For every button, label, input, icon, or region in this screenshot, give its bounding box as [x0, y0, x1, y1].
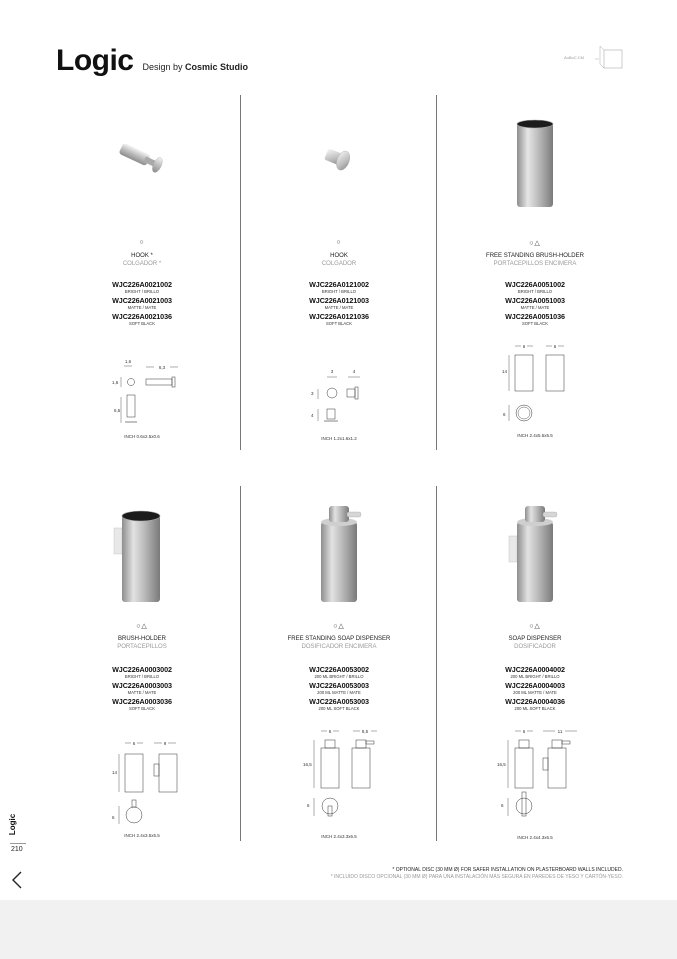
- finish-label: MATTE / MATE: [324, 305, 354, 310]
- product-name-es: DOSIFICADOR: [514, 644, 556, 650]
- product-name-es: COLGADOR: [321, 261, 357, 267]
- product-name-en: FREE STANDING SOAP DISPENSER: [287, 636, 391, 642]
- scale-label: AuBoC.CM: [564, 55, 585, 60]
- product-code: WJC226A0053003: [309, 681, 369, 690]
- dim-b: 9: [163, 741, 167, 746]
- product-code: WJC226A0051002: [505, 280, 565, 289]
- product-name-es: DOSIFICADOR ENCIMERA: [301, 644, 377, 650]
- page-title: Logic: [56, 44, 134, 77]
- product-code: WJC226A0121036: [309, 312, 369, 321]
- code-list: [437, 281, 633, 329]
- product-name-en: BRUSH-HOLDER: [117, 636, 166, 642]
- code-list: [44, 666, 240, 714]
- product-code: WJC226A0004036: [505, 697, 565, 706]
- product-card-free-standing-soap-dispenser: [241, 486, 437, 846]
- page-number: 210: [11, 846, 23, 853]
- finish-label: 200 ML SOFT BLACK: [514, 706, 556, 711]
- product-card-hook: [241, 95, 437, 455]
- product-card-free-standing-brush-holder: [437, 95, 633, 455]
- dim-c: 14: [502, 369, 508, 374]
- hook-disc-image: [44, 115, 240, 235]
- product-code: WJC226A0003002: [112, 665, 172, 674]
- dim-d: 6: [503, 412, 506, 417]
- dim-c: 16,5: [303, 762, 312, 767]
- inch-dimensions: INCH 2.4x5.5x5.5: [517, 433, 553, 438]
- footnote: [331, 867, 623, 880]
- hook-image: [241, 115, 437, 235]
- dimension-drawing: [44, 355, 240, 455]
- finish-icons: ○△: [529, 240, 541, 247]
- dim-a: 6: [132, 741, 136, 746]
- product-code: WJC226A0003036: [112, 697, 172, 706]
- inch-dimensions: INCH 0.6x2.5x0.6: [124, 434, 160, 439]
- scale-indicator: [564, 44, 626, 74]
- product-code: WJC226A0051003: [505, 296, 565, 305]
- product-card-brush-holder: [44, 486, 240, 846]
- code-list: [44, 281, 240, 329]
- inch-dimensions: INCH 1.2x1.6x1.2: [321, 436, 357, 441]
- product-name-es: PORTACEPILLOS: [117, 644, 167, 650]
- finish-icons: ○: [336, 239, 342, 246]
- sidebar-divider: [10, 843, 26, 844]
- dim-a: 6: [522, 729, 526, 734]
- product-code: WJC226A0003003: [112, 681, 172, 690]
- dim-b: 11: [557, 729, 563, 734]
- dim-b: 8,5: [361, 729, 369, 734]
- cube-scale-icon: [564, 44, 626, 74]
- finish-label: 200 ML BRIGHT / BRILLO: [510, 674, 560, 679]
- dim-b: 6: [553, 344, 557, 349]
- dimension-drawing: [241, 726, 437, 826]
- designer-name: Cosmic Studio: [185, 62, 249, 72]
- sidebar-label: [6, 810, 30, 840]
- dim-c: 14: [112, 770, 118, 775]
- product-code: WJC226A0021003: [112, 296, 172, 305]
- designer-credit: [143, 62, 249, 72]
- finish-label: MATTE / MATE: [127, 690, 157, 695]
- viewer-bottom-band: [0, 900, 677, 959]
- footnote-en: * OPTIONAL DISC (30 MM Ø) FOR SAFER INSTALLATION ON PLASTERBOARD WALLS INCLUDED.: [392, 867, 623, 873]
- product-name-es: COLGADOR *: [122, 261, 162, 267]
- product-code: WJC226A0021002: [112, 280, 172, 289]
- product-name-en: HOOK: [330, 253, 348, 259]
- dimension-drawing: [44, 738, 240, 838]
- finish-label: SOFT BLACK: [129, 321, 155, 326]
- product-name-es: PORTACEPILLOS ENCIMERA: [493, 261, 577, 267]
- soap-dispenser-image: [241, 500, 437, 620]
- finish-label: BRIGHT / BRILLO: [124, 674, 160, 679]
- inch-dimensions: INCH 2.4x3.5x5.5: [124, 833, 160, 838]
- dim-d: 6: [501, 803, 504, 808]
- product-card-hook-disc: [44, 95, 240, 455]
- inch-dimensions: INCH 2.4x3.3x6.5: [321, 834, 357, 839]
- brush-holder-image: [437, 115, 633, 235]
- finish-label: SOFT BLACK: [522, 321, 548, 326]
- dimension-drawing: [241, 365, 437, 465]
- dim-d: 6: [112, 815, 115, 820]
- dim-a: 6: [328, 729, 332, 734]
- product-card-soap-dispenser: [437, 486, 633, 846]
- finish-icons: ○△: [136, 623, 148, 630]
- dim-d: 4: [311, 413, 314, 418]
- footnote-es: * INCLUIDO DISCO OPCIONAL (30 MM Ø) PARA UNA INSTALACIÓN MÁS SEGURA EN PAREDES DE YESO Y CARTÓN-YESO.: [330, 874, 623, 880]
- code-list: [241, 281, 437, 329]
- finish-icons: ○△: [333, 623, 345, 630]
- dim-c: 1,6: [112, 380, 119, 385]
- product-name-en: FREE STANDING BRUSH-HOLDER: [486, 253, 584, 259]
- dim-b: 6,3: [158, 365, 166, 370]
- finish-label: SOFT BLACK: [326, 321, 352, 326]
- dim-d: 6,5: [114, 408, 121, 413]
- code-list: [437, 666, 633, 714]
- chevron-left-icon[interactable]: [10, 870, 24, 890]
- finish-label: BRIGHT / BRILLO: [517, 289, 553, 294]
- sidebar-collection-label: Logic: [8, 813, 18, 836]
- design-by-prefix: Design by: [142, 62, 183, 72]
- dim-c: 16,5: [497, 762, 506, 767]
- product-code: WJC226A0004003: [505, 681, 565, 690]
- dimension-drawing: [437, 341, 633, 441]
- finish-label: BRIGHT / BRILLO: [321, 289, 357, 294]
- finish-label: 200 ML MATTE / MATE: [317, 690, 361, 695]
- product-code: WJC226A0004002: [505, 665, 565, 674]
- product-code: WJC226A0053002: [309, 665, 369, 674]
- dim-a: 3: [330, 369, 334, 374]
- dim-b: 4: [352, 369, 356, 374]
- finish-label: BRIGHT / BRILLO: [124, 289, 160, 294]
- inch-dimensions: INCH 2.4x4.3x6.5: [517, 835, 553, 840]
- finish-label: 200 ML SOFT BLACK: [318, 706, 360, 711]
- product-code: WJC226A0051036: [505, 312, 565, 321]
- dim-d: 6: [307, 803, 310, 808]
- wall-soap-dispenser-image: [437, 500, 633, 620]
- dim-c: 3: [311, 391, 314, 396]
- product-code: WJC226A0053003: [309, 697, 369, 706]
- dim-a: 6: [522, 344, 526, 349]
- product-name-en: HOOK *: [131, 253, 153, 259]
- dim-a: 1,6: [124, 359, 132, 364]
- code-list: [241, 666, 437, 714]
- dimension-drawing: [437, 726, 633, 826]
- finish-label: MATTE / MATE: [127, 305, 157, 310]
- finish-icons: ○△: [529, 623, 541, 630]
- finish-icons: ○: [139, 239, 145, 246]
- product-code: WJC226A0121003: [309, 296, 369, 305]
- finish-label: MATTE / MATE: [520, 305, 550, 310]
- finish-label: 200 ML MATTE / MATE: [513, 690, 557, 695]
- product-code: WJC226A0021036: [112, 312, 172, 321]
- product-name-en: SOAP DISPENSER: [508, 636, 562, 642]
- wall-brush-holder-image: [44, 506, 240, 626]
- finish-label: SOFT BLACK: [129, 706, 155, 711]
- finish-label: 200 ML BRIGHT / BRILLO: [314, 674, 364, 679]
- product-code: WJC226A0121002: [309, 280, 369, 289]
- brand-header: [56, 44, 248, 78]
